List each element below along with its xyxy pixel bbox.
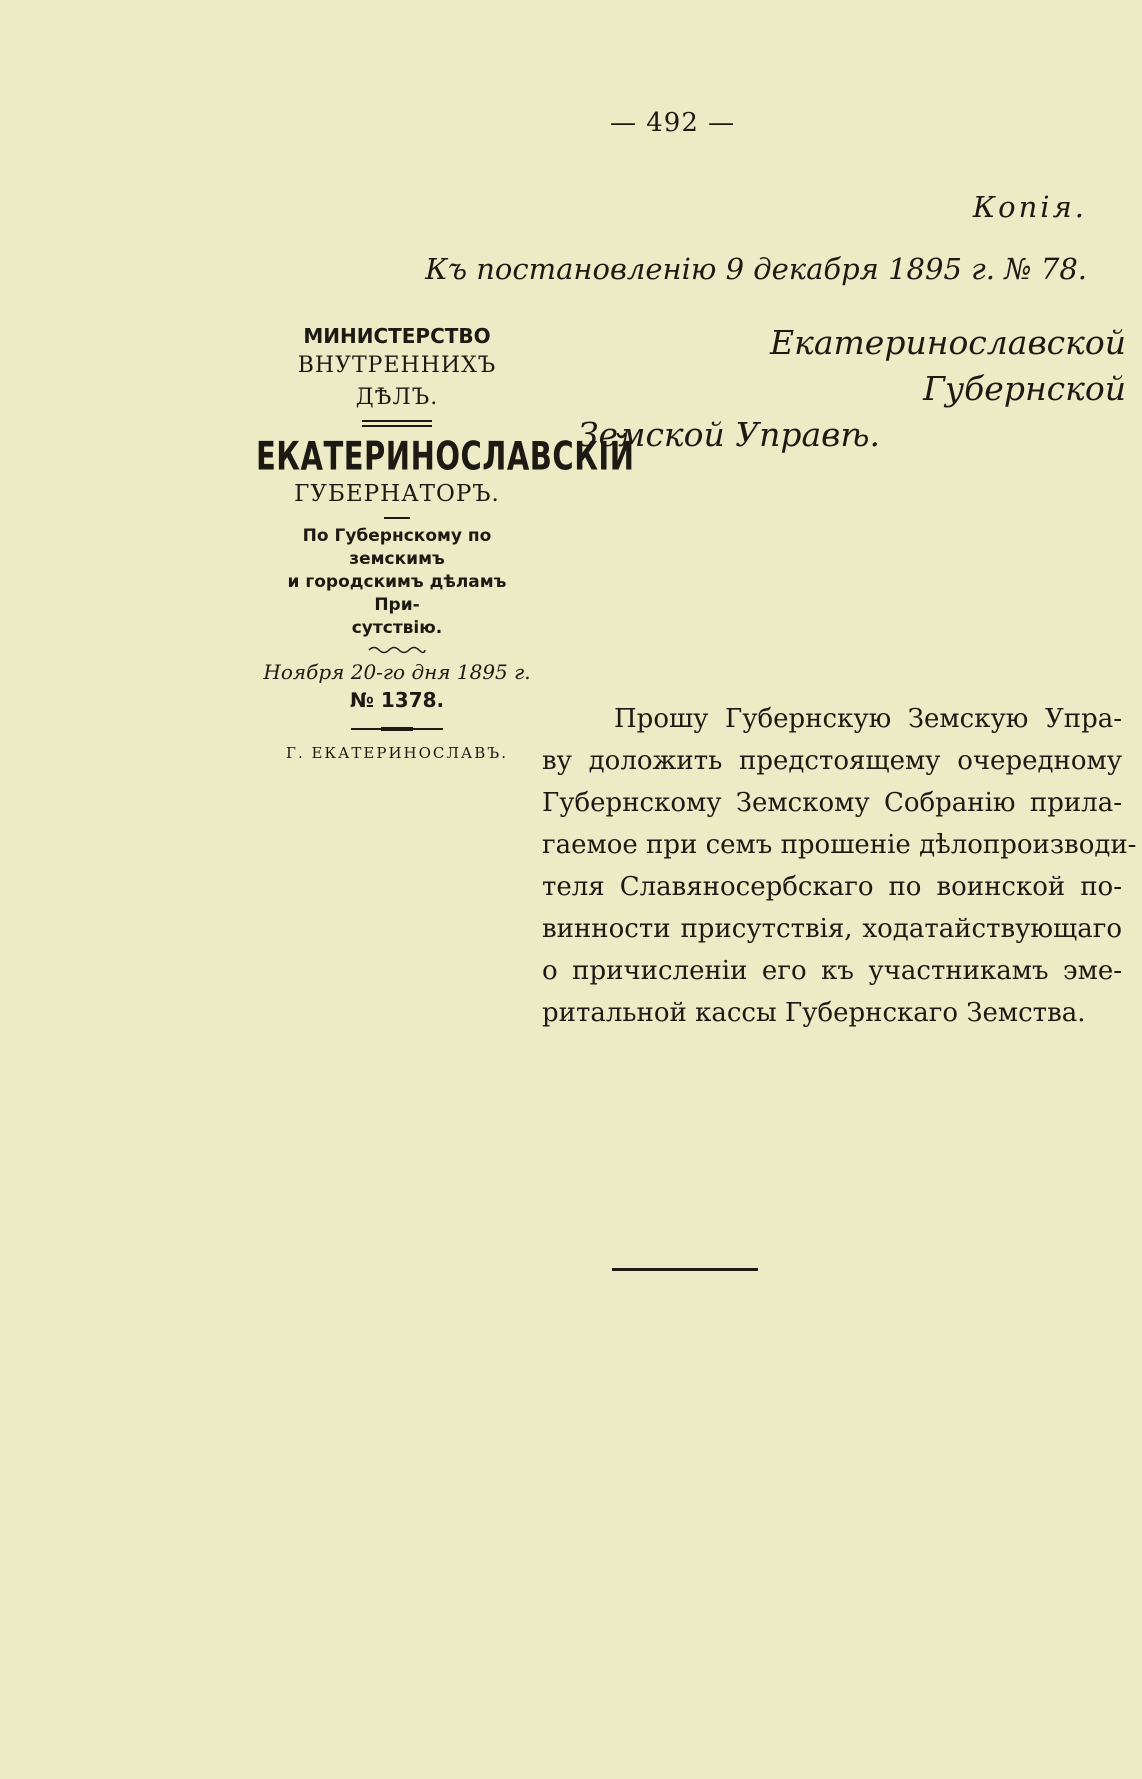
thick-rule	[351, 728, 443, 730]
letter-body	[542, 698, 1137, 1034]
presence-line-2: и городскимъ дѣламъ При-	[287, 572, 507, 615]
sender-header	[256, 322, 635, 762]
ministry-line-1: МИНИСТЕРСТВО	[303, 324, 491, 348]
body-line: Губернскому Земскому Собранію прила-	[542, 788, 1122, 818]
presence-line-1: По Губернскому по земскимъ	[302, 526, 492, 569]
body-line: гаемое при семъ прошеніе дѣлопроизводи-	[542, 830, 1137, 860]
body-line: Прошу Губернскую Земскую Упра-	[614, 704, 1122, 734]
body-line: о причисленіи его къ участникамъ эме-	[542, 956, 1122, 986]
end-rule	[612, 1268, 758, 1271]
body-line: винности присутствія, ходатайствующаго	[542, 914, 1122, 944]
letter-number: № 1378.	[349, 688, 445, 712]
governor-line-1: ЕКАТЕРИНОСЛАВСКІЙ	[256, 433, 635, 479]
short-rule	[384, 517, 410, 519]
squiggle-divider	[367, 644, 427, 656]
copy-label: Копія.	[972, 190, 1087, 224]
page-number: — 492 —	[610, 108, 736, 138]
body-line: ритальной кассы Губернскаго Земства.	[542, 998, 1086, 1028]
double-rule	[362, 420, 432, 427]
addressee	[578, 320, 1126, 458]
presence-line-3: сутствію.	[351, 618, 443, 638]
letter-date: Ноября 20-го дня 1895 г.	[263, 660, 531, 684]
body-line: теля Славяносербскаго по воинской по-	[542, 872, 1122, 902]
ministry-line-2: ВНУТРЕННИХЪ ДѢЛЪ.	[297, 353, 497, 410]
governor-line-2: ГУБЕРНАТОРЪ.	[294, 481, 500, 507]
resolution-reference: Къ постановленію 9 декабря 1895 г. № 78.	[425, 252, 1087, 286]
body-line: ву доложить предстоящему очередному	[542, 746, 1122, 776]
addressee-line-1: Екатеринославской Губернской	[770, 323, 1126, 408]
city-line: Г. ЕКАТЕРИНОСЛАВЪ.	[286, 744, 508, 762]
addressee-line-2: Земской Управѣ.	[578, 415, 880, 454]
